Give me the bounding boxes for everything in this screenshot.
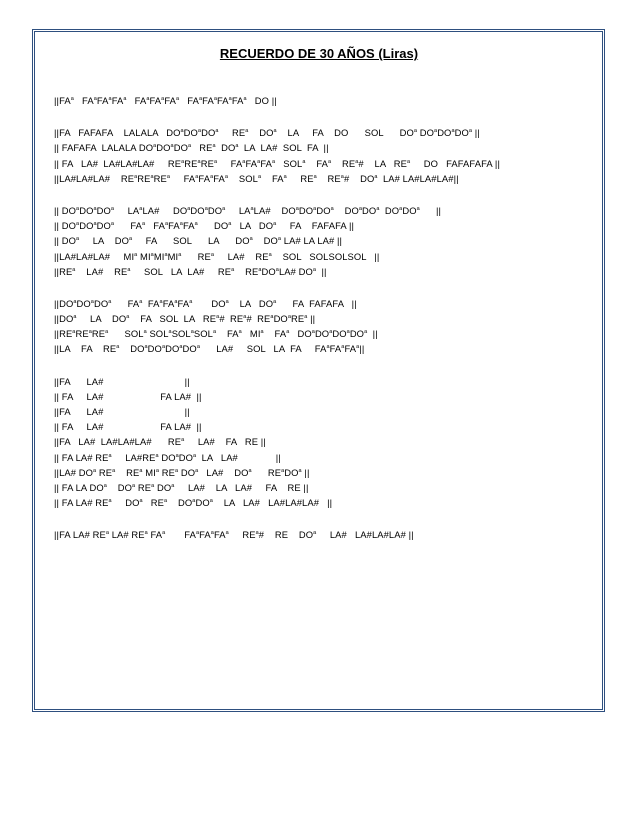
notation-line: ||FA LA# || <box>54 406 190 417</box>
notation-line: $||RE^aRE^aRE^a$ SOL$^a$ SOL$^a$SOL$^a$SOL$^a$ $FA^a$ $MI^a$ $FA^a$ $DO^aDO^aDO^aDO^a$ || <box>54 328 378 340</box>
notation-line: || FA LA# FA LA# || <box>54 421 202 433</box>
notation-line: $||DO^aDO^aDO^a$ $FA^a$ $FA^aFA^aFA^a$ $DO^a$ LA $DO^a$ FA FAFAFA || <box>54 297 357 309</box>
notation-line: ||FA LA# || <box>54 375 190 387</box>
notation-line: ||FA LA# LA#LA#LA# $RE^a$ LA# FA RE || <box>54 436 266 448</box>
notation-line: || $DO^aDO^aDO^a$ $LA^aLA\#$ $DO^aDO^aDO^a$ $LA^aLA\#$ $DO^aDO^aDO^a$ $DO^aDO^a$ $DO^aDO^a$ || <box>54 204 442 216</box>
notation-line: ||LA# $DO^a$ $RE^a$ $RE^a$ $MI^a$ $RE^a$ $DO^a$ LA# $DO^a$ $RE^aDO^a$ || <box>54 466 310 478</box>
notation-line: || FA LA $DO^a$ $DO^a$ $RE^a$ $DO^a$ LA# LA LA# FA RE || <box>54 481 309 493</box>
notation-line: || FAFAFA LALALA $DO^aDO^aDO^a$ $RE^a$ $DO^a$ LA LA# SOL FA || <box>54 142 329 154</box>
notation-line: || FA LA# LA#LA#LA# $RE^aRE^aRE^a$ $FA^aFA^aFA^a$ SOL$^a$ $FA^a$ $RE^a\#$ LA $RE^a$ DO FAFAFAFA || <box>54 157 500 169</box>
notation-line: $||RE^a$ LA# $RE^a$ SOL LA LA# $RE^a$ $RE^aDO^aLA\#$ $DO^a$ || <box>54 265 327 277</box>
notation-line: || FA LA# FA LA# || <box>54 390 202 402</box>
notation-line: ||FA LA# $RE^a$ LA# $RE^a$ $FA^a$ $FA^aFA^aFA^a$ $RE^a\#$ RE $DO^a$ LA# LA#LA#LA# || <box>54 529 414 541</box>
notation-line: $||DO^a$ LA $DO^a$ FA SOL LA $RE^a\#$ $RE^a\#$ $RE^aDO^aRE^a$ || <box>54 313 316 325</box>
notation-line: || FA LA# $RE^a$ $LA\#RE^a$ $DO^aDO^a$ LA LA# || <box>54 451 281 463</box>
notation-line: || $DO^a$ LA $DO^a$ FA SOL LA $DO^a$ $DO^a$ LA# LA LA# || <box>54 235 343 247</box>
notation-line: ||FA FAFAFA LALALA $DO^aDO^aDO^a$ $RE^a$ $DO^a$ LA FA DO SOL $DO^a$ $DO^aDO^aDO^a$ || <box>54 127 480 139</box>
notation-line: || FA LA# $RE^a$ $DO^a$ $RE^a$ $DO^aDO^a$ LA LA# LA#LA#LA# || <box>54 497 333 509</box>
section-gap <box>54 357 594 374</box>
notation-line: ||LA#LA#LA# $MI^a$ $MI^aMI^aMI^a$ $RE^a$ LA# $RE^a$ SOL SOLSOLSOL || <box>54 250 380 262</box>
section-gap <box>54 186 594 203</box>
section-gap <box>54 279 594 296</box>
notation-line: ||LA FA $RE^a$ $DO^aDO^aDO^aDO^a$ LA# SOL LA FA $FA^aFA^aFA^a||$ <box>54 343 365 355</box>
section-gap <box>54 108 594 125</box>
notation-line: $||FA^a$ $FA^aFA^aFA^a$ $FA^aFA^aFA^a$ $FA^aFA^aFA^aFA^a$ DO || <box>54 95 277 106</box>
section-gap <box>54 510 594 527</box>
notation-line: ||LA#LA#LA# $RE^aRE^aRE^a$ $FA^aFA^aFA^a$ SOL$^a$ $FA^a$ $RE^a$ $RE^a\#$ $DO^a$ LA# LA#LA#LA#|| <box>54 172 459 184</box>
page-title: RECUERDO DE 30 AÑOS (Liras) <box>219 46 419 61</box>
notation-line: || $DO^aDO^aDO^a$ $FA^a$ $FA^aFA^aFA^a$ $DO^a$ LA $DO^a$ FA FAFAFA || <box>54 220 355 232</box>
notation-body <box>54 93 594 543</box>
